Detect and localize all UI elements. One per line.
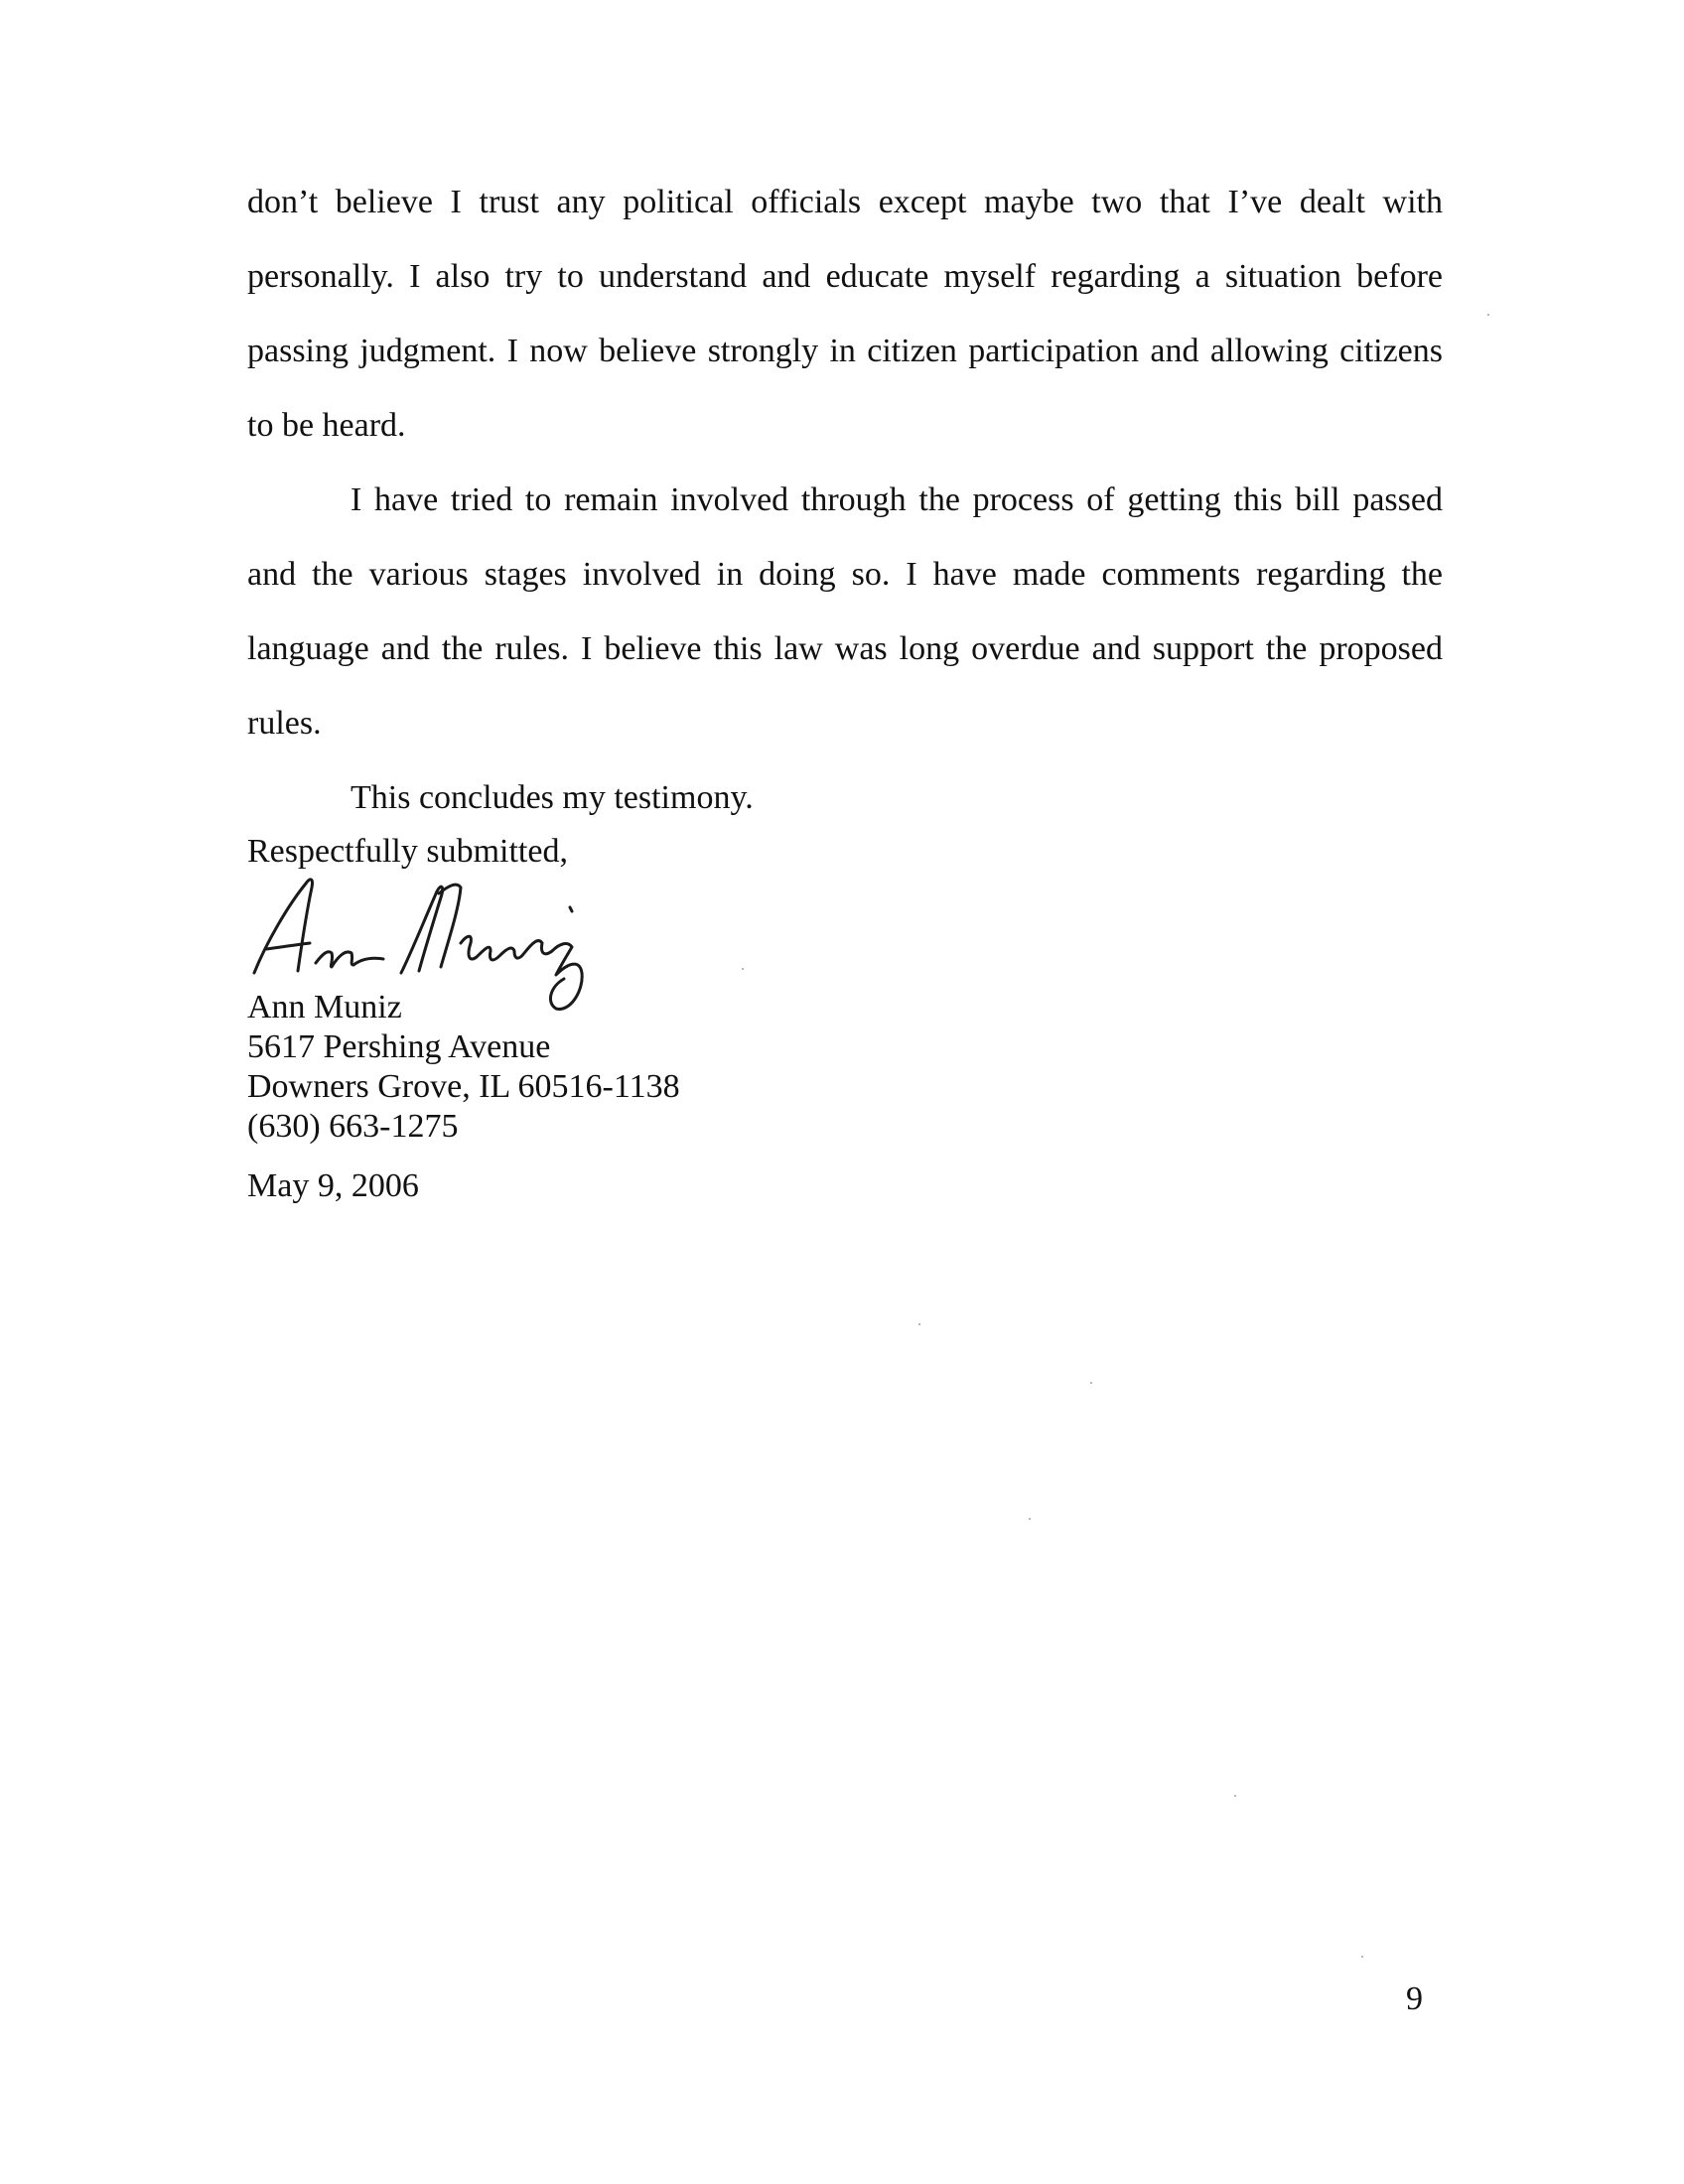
contact-city: Downers Grove, IL 60516-1138 — [247, 1068, 680, 1105]
paragraph-continuation: don’t believe I trust any political officials except maybe two that I’ve dealt with personally. I also try to understand and educate myself regarding a situation before passing judgment. I now believe strongly in citizen participation and allowing citizens to be heard. — [247, 184, 1443, 444]
scan-speck — [742, 968, 744, 970]
scan-speck — [1090, 1382, 1092, 1384]
scan-speck — [1234, 1795, 1236, 1797]
body-text — [247, 165, 1443, 835]
page-number: 9 — [1406, 1980, 1423, 2017]
scan-speck — [1487, 314, 1489, 316]
contact-block — [247, 988, 680, 1147]
paragraph-involvement: I have tried to remain involved through the process of getting this bill passed and the various stages involved in doing so. I have made comments regarding the language and the rules. I believe this law was long overdue and support the proposed rules. — [247, 481, 1443, 742]
scan-speck — [1029, 1518, 1031, 1520]
contact-phone: (630) 663-1275 — [247, 1108, 459, 1145]
paragraph-conclusion: This concludes my testimony. — [351, 779, 754, 816]
scan-speck — [918, 1323, 920, 1325]
contact-name: Ann Muniz — [247, 989, 402, 1025]
contact-street: 5617 Pershing Avenue — [247, 1028, 551, 1065]
salutation: Respectfully submitted, — [247, 833, 568, 870]
document-date: May 9, 2006 — [247, 1167, 419, 1204]
scan-speck — [1361, 1956, 1363, 1958]
